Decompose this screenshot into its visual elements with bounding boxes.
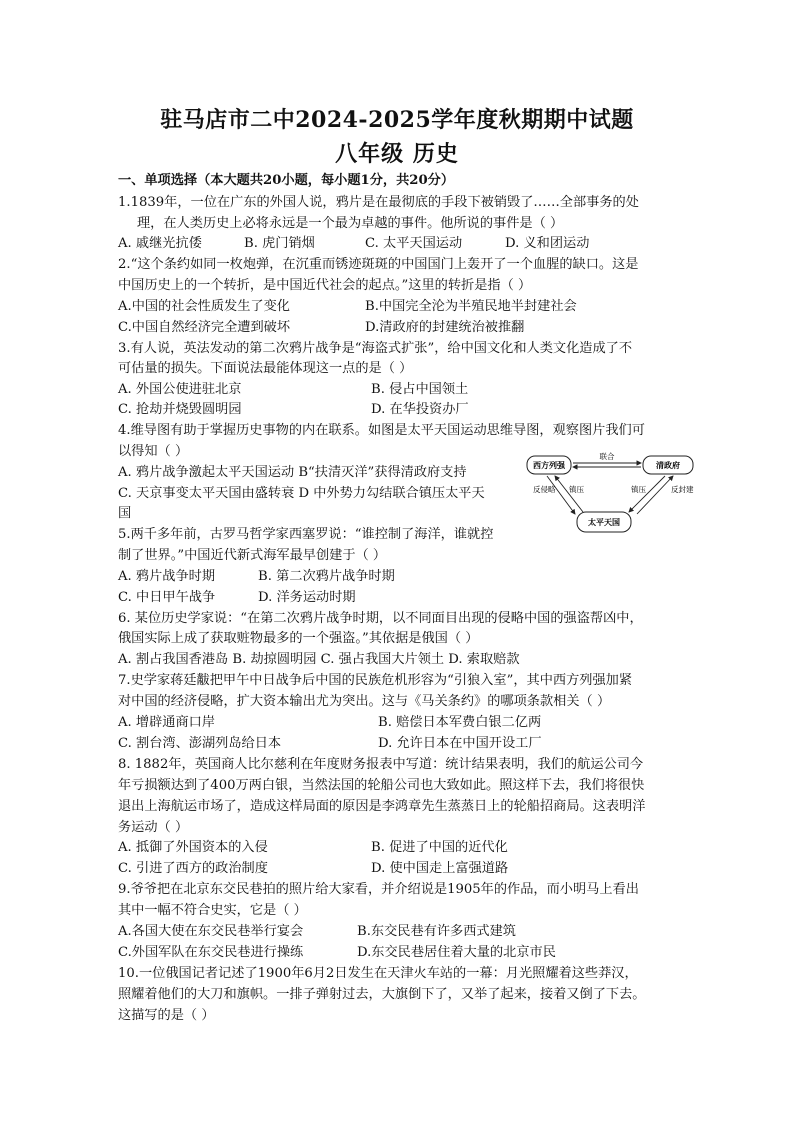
- q3-option-a: A. 外国公使进驻北京: [118, 382, 242, 397]
- q4-line-2: 以得知（ ）: [118, 444, 189, 459]
- q4-line-5: 国: [118, 506, 132, 521]
- q2-option-a: A.中国的社会性质发生了变化: [118, 299, 290, 314]
- q8-option-d: D. 使中国走上富强道路: [371, 861, 509, 876]
- q2-option-b: B.中国完全沦为半殖民地半封建社会: [365, 299, 577, 314]
- q10-line-1: 10.一位俄国记者记述了1900年6月2日发生在天津火车站的一幕：月光照耀着这些莽汉，: [118, 966, 638, 981]
- q10-line-3: 这描写的是（ ）: [118, 1008, 215, 1023]
- left-label-2: 镇压: [569, 485, 584, 494]
- q7-line-2: 对中国的经济侵略，扩大资本输出尤为突出。这与《马关条约》的哪项条款相关（ ）: [118, 694, 611, 709]
- q1-option-b: B. 虎门销烟: [244, 236, 315, 251]
- q10-line-2: 照耀着他们的大刀和旗帜。一排子弹射过去，大旗倒下了，又举了起来，接着又倒了下去。: [118, 987, 646, 1002]
- q1-option-d: D. 义和团运动: [505, 236, 590, 251]
- section-heading: 一、单项选择（本大题共20小题，每小题1分，共20分）: [118, 173, 455, 188]
- q5-option-d: D. 洋务运动时期: [258, 590, 356, 605]
- q1-option-c: C. 太平天国运动: [365, 236, 463, 251]
- right-arrow-down: [629, 476, 665, 512]
- q8-line-1: 8. 1882年，英国商人比尔慈利在年度财务报表中写道：统计结果表明，我们的航运公司今: [118, 757, 644, 772]
- q8-option-c: C. 引进了西方的政治制度: [118, 861, 268, 876]
- right-label-1: 镇压: [631, 485, 646, 494]
- q4-line-4: C. 天京事变太平天国由盛转衰 D 中外势力勾结联合镇压太平天: [118, 486, 485, 501]
- q5-option-b: B. 第二次鸦片战争时期: [258, 569, 395, 584]
- q4-line-3: A. 鸦片战争激起太平天国运动 B“扶清灭洋”获得清政府支持: [118, 465, 467, 480]
- q6-line-1: 6. 某位历史学家说：“在第二次鸦片战争时期，以不同面目出现的侵略中国的强盗帮凶中，: [118, 611, 643, 626]
- q9-option-d: D.东交民巷居住着大量的北京市民: [357, 945, 556, 960]
- left-arrow-down: [547, 476, 575, 514]
- q2-line-1: 2.“这个条约如同一枚炮弹，在沉重而锈迹斑斑的中国国门上轰开了一个血腥的缺口。这是: [118, 257, 639, 272]
- q6-line-2: 俄国实际上成了获取赃物最多的一个强盗。”其依据是俄国（ ）: [118, 631, 479, 646]
- q5-line-2: 制了世界。”中国近代新式海军最早创建于（ ）: [118, 548, 387, 563]
- left-label-1: 反侵略: [533, 485, 556, 494]
- taiping-mind-map: [525, 448, 701, 538]
- qing-node-label: 清政府: [656, 461, 680, 470]
- west-node-label: 西方列强: [533, 461, 565, 470]
- q6-options: A. 割占我国香港岛 B. 劫掠圆明园 C. 强占我国大片领土 D. 索取赔款: [118, 652, 520, 667]
- q7-option-c: C. 割台湾、澎湖列岛给日本: [118, 736, 282, 751]
- q9-line-1: 9.爷爷把在北京东交民巷拍的照片给大家看，并介绍说是1905年的作品，而小明马上看出: [118, 882, 639, 897]
- q7-option-b: B. 赔偿日本军费白银二亿两: [378, 715, 542, 730]
- q7-option-a: A. 增辟通商口岸: [118, 715, 216, 730]
- q8-line-2: 年亏损额达到了400万两白银，当然法国的轮船公司也大致如此。照这样下去，我们将很快: [118, 778, 645, 793]
- exam-title: 驻马店市二中2024-2025学年度秋期期中试题: [160, 107, 634, 133]
- q1-option-a: A. 戚继光抗倭: [118, 236, 202, 251]
- q2-line-2: 中国历史上的一个转折，是中国近代社会的起点。”这里的转折是指（ ）: [118, 278, 532, 293]
- alliance-label: 联合: [599, 452, 615, 461]
- exam-subtitle: 八年级 历史: [335, 141, 459, 167]
- q9-option-a: A.各国大使在东交民巷举行宴会: [118, 924, 304, 939]
- q4-line-1: 4.维导图有助于掌握历史事物的内在联系。如图是太平天国运动思维导图，观察图片我们可: [118, 423, 645, 438]
- q5-line-1: 5.两千多年前，古罗马哲学家西塞罗说：“谁控制了海洋，谁就控: [118, 527, 494, 542]
- q8-line-4: 务运动（ ）: [118, 820, 189, 835]
- q3-option-c: C. 抢劫并烧毁圆明园: [118, 402, 242, 417]
- q9-option-b: B.东交民巷有许多西式建筑: [357, 924, 516, 939]
- q3-line-1: 3.有人说，英法发动的第二次鸦片战争是“海盗式扩张”，给中国文化和人类文化造成了不: [118, 341, 632, 356]
- q3-line-2: 可估量的损失。下面说法最能体现这一点的是（ ）: [118, 361, 413, 376]
- q9-option-c: C.外国军队在东交民巷进行操练: [118, 945, 304, 960]
- q8-option-a: A. 抵御了外国资本的入侵: [118, 840, 268, 855]
- q1-line-1: 1.1839年，一位在广东的外国人说，鸦片是在最彻底的手段下被销毁了……全部事务的处: [118, 195, 639, 210]
- q3-option-b: B. 侵占中国领土: [371, 382, 469, 397]
- taiping-node-label: 太平天国: [588, 518, 620, 527]
- q3-option-d: D. 在华投资办厂: [371, 402, 469, 417]
- q1-line-2: 理，在人类历史上必将永远是一个最为卓越的事件。他所说的事件是（ ）: [137, 216, 564, 231]
- q9-line-2: 其中一幅不符合史实，它是（ ）: [118, 903, 307, 918]
- q8-option-b: B. 促进了中国的近代化: [371, 840, 508, 855]
- q2-option-c: C.中国自然经济完全遭到破坏: [118, 320, 291, 335]
- q8-line-3: 退出上海航运市场了，造成这样局面的原因是李鸿章先生蒸蒸日上的轮船招商局。这表明洋: [118, 799, 646, 814]
- q7-option-d: D. 允许日本在中国开设工厂: [378, 736, 542, 751]
- q2-option-d: D.清政府的封建统治被推翻: [365, 320, 525, 335]
- q5-option-a: A. 鸦片战争时期: [118, 569, 216, 584]
- right-arrow-up: [637, 476, 673, 514]
- q5-option-c: C. 中日甲午战争: [118, 590, 216, 605]
- right-label-2: 反封建: [671, 485, 694, 494]
- q7-line-1: 7.史学家蒋廷黻把甲午中日战争后中国的民族危机形容为“引狼入室”，其中西方列强加紧: [118, 673, 632, 688]
